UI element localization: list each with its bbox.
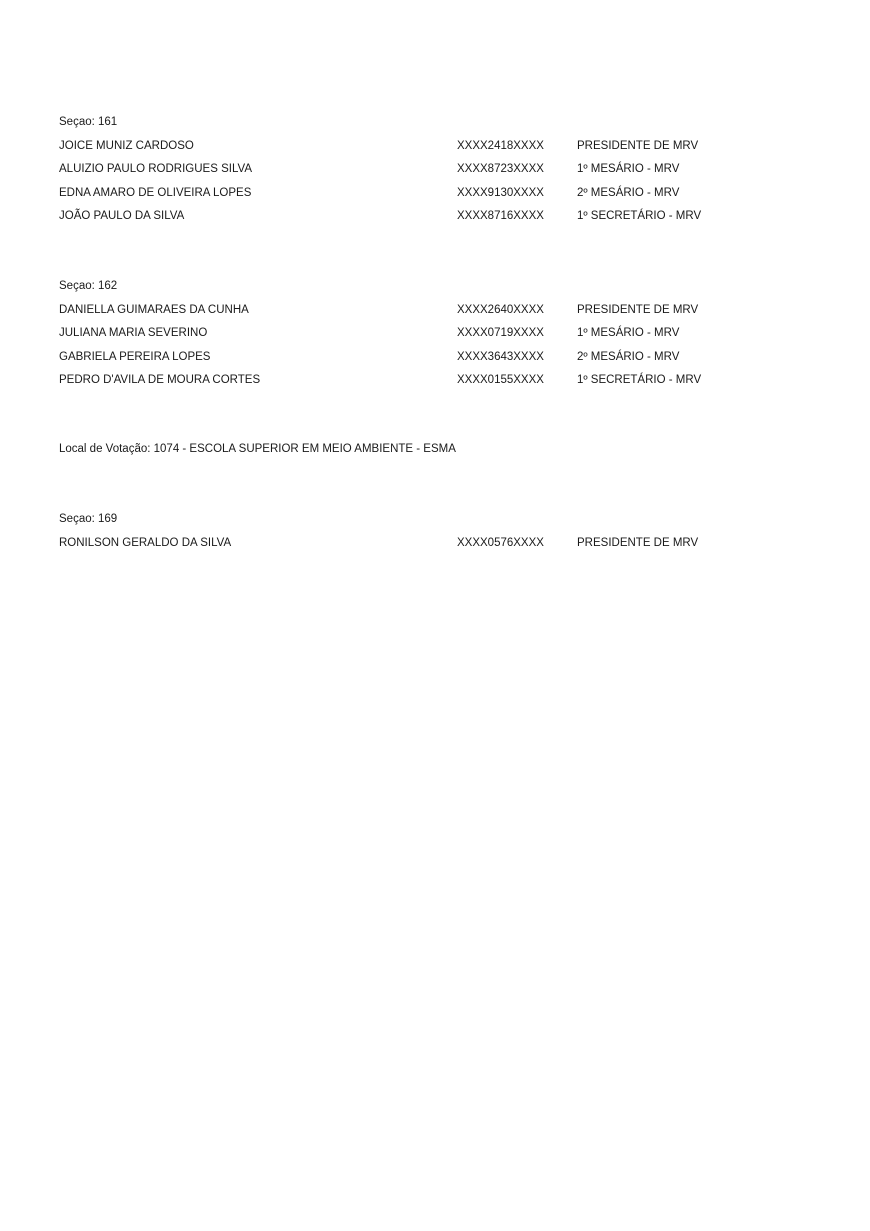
member-name: JOICE MUNIZ CARDOSO — [59, 139, 194, 152]
member-role: 1º MESÁRIO - MRV — [577, 163, 680, 175]
member-name: PEDRO D'AVILA DE MOURA CORTES — [59, 374, 261, 386]
member-role: 2º MESÁRIO - MRV — [577, 186, 680, 199]
member-id: XXXX2418XXXX — [457, 139, 544, 152]
member-role: 1º MESÁRIO - MRV — [577, 327, 680, 339]
member-role: 2º MESÁRIO - MRV — [577, 350, 680, 363]
section-162 — [59, 275, 819, 393]
member-row — [59, 532, 819, 556]
section-label: Seçao: 169 — [59, 513, 118, 525]
local-votacao — [59, 438, 819, 462]
member-id: XXXX0576XXXX — [457, 536, 544, 549]
section-169 — [59, 508, 819, 555]
member-id: XXXX0719XXXX — [457, 327, 544, 339]
member-row — [59, 158, 819, 182]
member-row — [59, 182, 819, 206]
member-row — [59, 322, 819, 346]
member-name: EDNA AMARO DE OLIVEIRA LOPES — [59, 186, 252, 199]
member-name: GABRIELA PEREIRA LOPES — [59, 350, 211, 363]
member-role: PRESIDENTE DE MRV — [577, 536, 699, 549]
member-id: XXXX8723XXXX — [457, 163, 544, 175]
section-161 — [59, 111, 819, 229]
member-role: PRESIDENTE DE MRV — [577, 139, 699, 152]
member-row — [59, 135, 819, 159]
member-name: JULIANA MARIA SEVERINO — [59, 327, 208, 339]
member-row — [59, 369, 819, 393]
member-id: XXXX9130XXXX — [457, 186, 544, 199]
member-name: JOÃO PAULO DA SILVA — [59, 210, 185, 222]
member-row — [59, 346, 819, 370]
member-name: RONILSON GERALDO DA SILVA — [59, 536, 232, 549]
member-id: XXXX2640XXXX — [457, 303, 544, 316]
member-role: PRESIDENTE DE MRV — [577, 303, 699, 316]
member-id: XXXX3643XXXX — [457, 350, 544, 363]
member-id: XXXX0155XXXX — [457, 374, 544, 386]
member-role: 1º SECRETÁRIO - MRV — [577, 374, 702, 386]
local-votacao-label: Local de Votação: 1074 - ESCOLA SUPERIOR EM MEIO AMBIENTE - ESMA — [59, 443, 456, 455]
member-name: DANIELLA GUIMARAES DA CUNHA — [59, 303, 249, 316]
section-label: Seçao: 162 — [59, 280, 118, 292]
member-name: ALUIZIO PAULO RODRIGUES SILVA — [59, 163, 252, 175]
member-row — [59, 205, 819, 229]
member-role: 1º SECRETÁRIO - MRV — [577, 210, 702, 222]
section-label: Seçao: 161 — [59, 116, 118, 128]
member-id: XXXX8716XXXX — [457, 210, 544, 222]
member-row — [59, 299, 819, 323]
